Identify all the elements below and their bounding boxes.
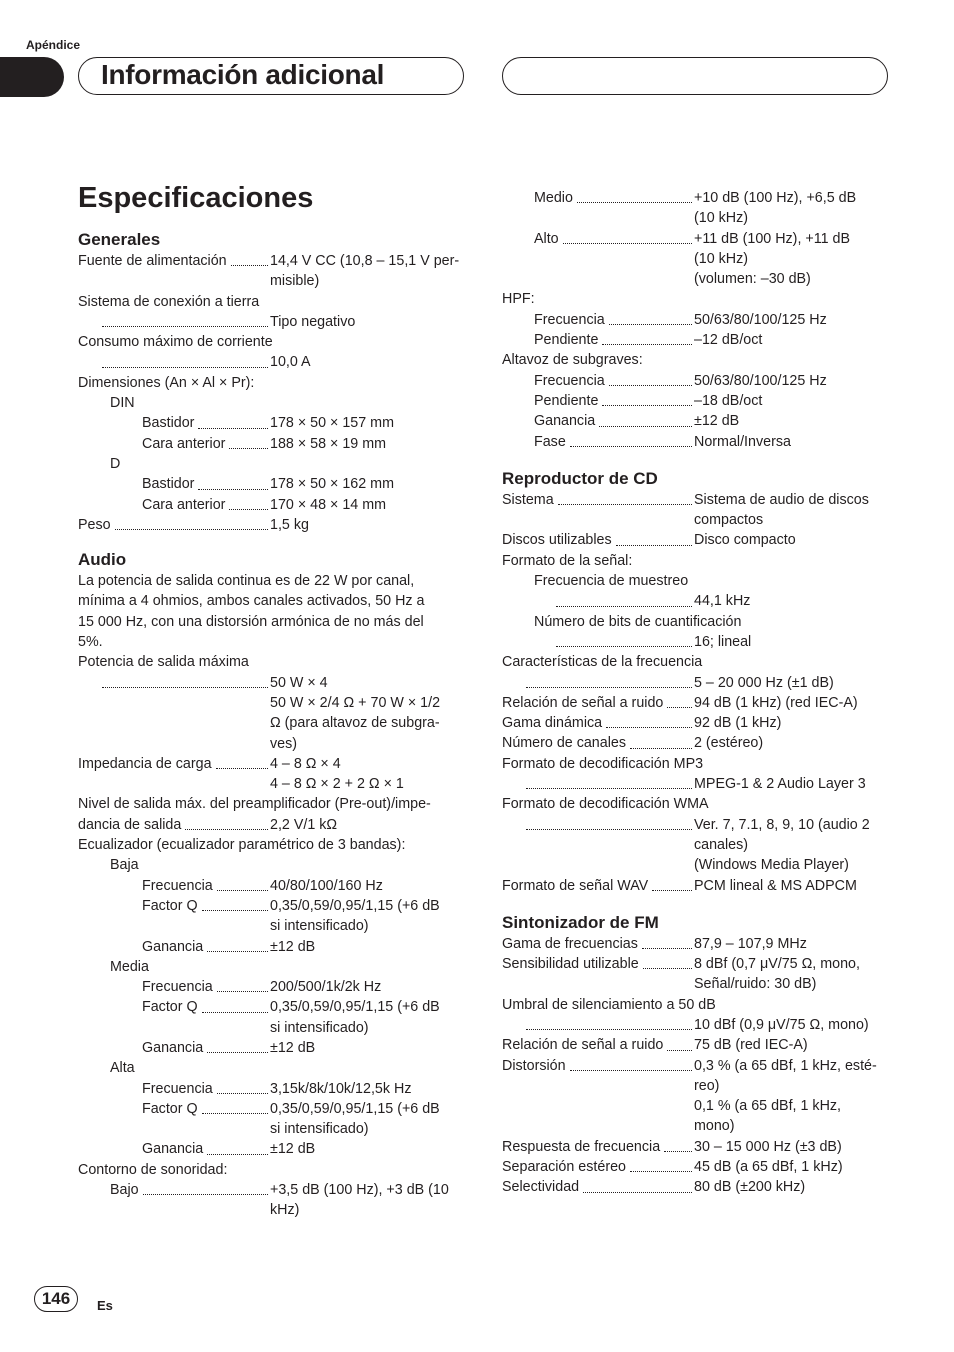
spec-value: (volumen: –30 dB) bbox=[694, 271, 811, 288]
spec-value: ±12 dB bbox=[270, 1039, 316, 1056]
spec-value: 92 dB (1 kHz) bbox=[694, 715, 782, 732]
spec-value: 5 – 20 000 Hz (±1 dB) bbox=[694, 674, 834, 691]
spec-label: HPF: bbox=[502, 291, 535, 308]
spec-value: 188 × 58 × 19 mm bbox=[270, 435, 387, 452]
spec-label: Ganancia bbox=[534, 413, 596, 430]
spec-value: 0,3 % (a 65 dBf, 1 kHz, esté- bbox=[694, 1057, 877, 1074]
spec-value: si intensificado) bbox=[270, 918, 369, 935]
spec-label: Medio bbox=[534, 190, 573, 206]
spec-row bbox=[78, 251, 468, 271]
spec-value: ±12 dB bbox=[694, 413, 740, 430]
spec-value: 50/63/80/100/125 Hz bbox=[694, 372, 827, 389]
spec-sublabel: Baja bbox=[110, 857, 139, 874]
spec-value: 50/63/80/100/125 Hz bbox=[694, 311, 827, 328]
spec-sublabel: DIN bbox=[110, 395, 135, 412]
spec-value: 10,0 A bbox=[270, 354, 311, 371]
spec-label: Distorsión bbox=[502, 1057, 566, 1074]
spec-value: 0,35/0,59/0,95/1,15 (+6 dB bbox=[270, 1100, 440, 1117]
spec-value: 170 × 48 × 14 mm bbox=[270, 496, 387, 513]
section-tab-marker bbox=[0, 57, 64, 97]
spec-label: Peso bbox=[78, 516, 111, 533]
spec-label: Respuesta de frecuencia bbox=[502, 1138, 661, 1155]
spec-value: misible) bbox=[270, 273, 320, 290]
section-heading-cd: Reproductor de CD bbox=[502, 468, 658, 488]
spec-label: Ganancia bbox=[142, 1141, 204, 1158]
paragraph-line: La potencia de salida continua es de 22 W por canal, bbox=[78, 573, 415, 590]
spec-value: 8 dBf (0,7 μV/75 Ω, mono, bbox=[694, 956, 860, 973]
spec-label: Gama de frecuencias bbox=[502, 935, 638, 952]
spec-value: mono) bbox=[694, 1118, 735, 1135]
spec-label: Relación de señal a ruido bbox=[502, 694, 664, 711]
spec-value: Disco compacto bbox=[694, 532, 796, 549]
spec-label: Sistema bbox=[502, 491, 554, 508]
spec-sublabel: Media bbox=[110, 958, 149, 975]
spec-value: –18 dB/oct bbox=[694, 392, 763, 409]
spec-value: MPEG-1 & 2 Audio Layer 3 bbox=[694, 776, 866, 793]
spec-value: 87,9 – 107,9 MHz bbox=[694, 935, 807, 952]
spec-label: Bajo bbox=[110, 1182, 139, 1199]
spec-value: Ω (para altavoz de subgra- bbox=[270, 715, 440, 732]
spec-value: canales) bbox=[694, 836, 749, 853]
spec-label: Sistema de conexión a tierra bbox=[78, 293, 260, 310]
spec-label: Formato de señal WAV bbox=[502, 877, 649, 894]
spec-value: si intensificado) bbox=[270, 1121, 369, 1138]
spec-label: Características de la frecuencia bbox=[502, 654, 703, 671]
spec-value: –12 dB/oct bbox=[694, 332, 763, 349]
spec-value: 1,5 kg bbox=[270, 516, 309, 533]
spec-value: 16; lineal bbox=[694, 633, 752, 650]
spec-label: Pendiente bbox=[534, 332, 599, 349]
spec-value: 45 dB (a 65 dBf, 1 kHz) bbox=[694, 1159, 843, 1176]
spec-value: 200/500/1k/2k Hz bbox=[270, 979, 382, 996]
spec-value: Sistema de audio de discos bbox=[694, 491, 869, 508]
spec-value: 94 dB (1 kHz) (red IEC-A) bbox=[694, 694, 858, 711]
spec-value: 50 W × 4 bbox=[270, 674, 328, 691]
right-column bbox=[502, 188, 892, 1198]
spec-label: Formato de la señal: bbox=[502, 552, 633, 569]
spec-value: 80 dB (±200 kHz) bbox=[694, 1179, 806, 1196]
header-title: Información adicional bbox=[101, 59, 385, 90]
spec-value: +3,5 dB (100 Hz), +3 dB (10 bbox=[270, 1182, 449, 1199]
spec-label: Fuente de alimentación bbox=[78, 253, 227, 269]
spec-label: Umbral de silenciamiento a 50 dB bbox=[502, 996, 716, 1013]
spec-value: 40/80/100/160 Hz bbox=[270, 877, 383, 894]
spec-label: Frecuencia bbox=[142, 1080, 213, 1097]
header-title-box bbox=[78, 57, 464, 95]
spec-label: Separación estéreo bbox=[502, 1159, 626, 1176]
paragraph-line: 5%. bbox=[78, 634, 103, 651]
section-heading-fm: Sintonizador de FM bbox=[502, 912, 659, 932]
spec-label: Pendiente bbox=[534, 392, 599, 409]
section-heading-audio: Audio bbox=[78, 550, 127, 570]
spec-value: 0,1 % (a 65 dBf, 1 kHz, bbox=[694, 1098, 842, 1115]
spec-value: Normal/Inversa bbox=[694, 433, 791, 450]
spec-label: Dimensiones (An × Al × Pr): bbox=[78, 374, 255, 391]
spec-label: Frecuencia bbox=[534, 372, 605, 389]
spec-value: ±12 dB bbox=[270, 1141, 316, 1158]
spec-value: 3,15k/8k/10k/12,5k Hz bbox=[270, 1080, 412, 1097]
spec-value: (10 kHz) bbox=[694, 210, 749, 227]
spec-label: Bastidor bbox=[142, 415, 195, 432]
language-code: Es bbox=[97, 1298, 113, 1313]
spec-label: Frecuencia bbox=[534, 311, 605, 328]
spec-label: Formato de decodificación MP3 bbox=[502, 755, 704, 772]
spec-value: 44,1 kHz bbox=[694, 593, 751, 610]
page-title: Especificaciones bbox=[78, 182, 314, 214]
spec-label: Nivel de salida máx. del preamplificador (Pre-out)/impe- bbox=[78, 796, 431, 813]
spec-value: ves) bbox=[270, 735, 298, 752]
spec-value: 178 × 50 × 162 mm bbox=[270, 476, 394, 493]
spec-label: Frecuencia bbox=[142, 877, 213, 894]
spec-value: 4 – 8 Ω × 2 + 2 Ω × 1 bbox=[270, 776, 404, 793]
spec-sublabel: Alta bbox=[110, 1060, 135, 1077]
spec-value: +11 dB (100 Hz), +11 dB bbox=[694, 230, 851, 247]
spec-sublabel: D bbox=[110, 455, 121, 472]
spec-value: 14,4 V CC (10,8 – 15,1 V per- bbox=[270, 253, 460, 269]
spec-label: Selectividad bbox=[502, 1179, 580, 1196]
header-empty-box bbox=[502, 57, 888, 95]
spec-sublabel: Frecuencia de muestreo bbox=[534, 573, 689, 590]
spec-value: compactos bbox=[694, 512, 764, 529]
spec-label: dancia de salida bbox=[78, 816, 182, 833]
page-number: 146 bbox=[34, 1286, 78, 1312]
spec-value: 178 × 50 × 157 mm bbox=[270, 415, 394, 432]
spec-label: Factor Q bbox=[142, 897, 198, 914]
section-label: Apéndice bbox=[26, 38, 81, 52]
spec-label: Impedancia de carga bbox=[78, 755, 212, 772]
spec-value: 2,2 V/1 kΩ bbox=[270, 816, 338, 833]
spec-sublabel: Número de bits de cuantificación bbox=[534, 613, 742, 630]
spec-value: +10 dB (100 Hz), +6,5 dB bbox=[694, 190, 857, 206]
spec-value: 50 W × 2/4 Ω + 70 W × 1/2 bbox=[270, 694, 441, 711]
spec-value: (10 kHz) bbox=[694, 250, 749, 267]
spec-label: Número de canales bbox=[502, 735, 626, 752]
spec-value: 4 – 8 Ω × 4 bbox=[270, 755, 341, 772]
spec-label: Factor Q bbox=[142, 1100, 198, 1117]
spec-value: kHz) bbox=[270, 1202, 300, 1219]
spec-value: si intensificado) bbox=[270, 1019, 369, 1036]
spec-value: Tipo negativo bbox=[270, 313, 356, 330]
spec-label: Potencia de salida máxima bbox=[78, 654, 249, 671]
spec-label: Cara anterior bbox=[142, 496, 226, 513]
spec-value: reo) bbox=[694, 1077, 720, 1094]
spec-label: Frecuencia bbox=[142, 979, 213, 996]
spec-label: Discos utilizables bbox=[502, 532, 612, 549]
spec-value: Ver. 7, 7.1, 8, 9, 10 (audio 2 bbox=[694, 816, 870, 833]
paragraph-line: 15 000 Hz, con una distorsión armónica de no más del bbox=[78, 613, 424, 630]
spec-value: 30 – 15 000 Hz (±3 dB) bbox=[694, 1138, 842, 1155]
left-column bbox=[78, 229, 468, 1221]
spec-label: Sensibilidad utilizable bbox=[502, 956, 639, 973]
spec-label: Bastidor bbox=[142, 476, 195, 493]
spec-label: Cara anterior bbox=[142, 435, 226, 452]
spec-value: (Windows Media Player) bbox=[694, 857, 849, 874]
spec-label: Alto bbox=[534, 230, 559, 247]
section-heading-generales: Generales bbox=[78, 230, 161, 249]
spec-value: 0,35/0,59/0,95/1,15 (+6 dB bbox=[270, 897, 440, 914]
spec-label: Factor Q bbox=[142, 999, 198, 1016]
spec-value: PCM lineal & MS ADPCM bbox=[694, 877, 857, 894]
spec-value: 75 dB (red IEC-A) bbox=[694, 1037, 808, 1054]
spec-label: Contorno de sonoridad: bbox=[78, 1161, 228, 1178]
spec-label: Ganancia bbox=[142, 938, 204, 955]
spec-label: Fase bbox=[534, 433, 566, 450]
spec-value: Señal/ruido: 30 dB) bbox=[694, 976, 817, 993]
spec-value: 10 dBf (0,9 μV/75 Ω, mono) bbox=[694, 1016, 869, 1033]
spec-label: Consumo máximo de corriente bbox=[78, 334, 273, 351]
spec-label: Altavoz de subgraves: bbox=[502, 352, 643, 369]
spec-value: ±12 dB bbox=[270, 938, 316, 955]
spec-label: Ecualizador (ecualizador paramétrico de 3 bandas): bbox=[78, 837, 406, 854]
spec-label: Gama dinámica bbox=[502, 715, 603, 732]
spec-value: 0,35/0,59/0,95/1,15 (+6 dB bbox=[270, 999, 440, 1016]
paragraph-line: mínima a 4 ohmios, ambos canales activados, 50 Hz a bbox=[78, 593, 425, 610]
spec-label: Formato de decodificación WMA bbox=[502, 796, 709, 813]
spec-value: 2 (estéreo) bbox=[694, 735, 764, 752]
spec-label: Relación de señal a ruido bbox=[502, 1037, 664, 1054]
spec-label: Ganancia bbox=[142, 1039, 204, 1056]
